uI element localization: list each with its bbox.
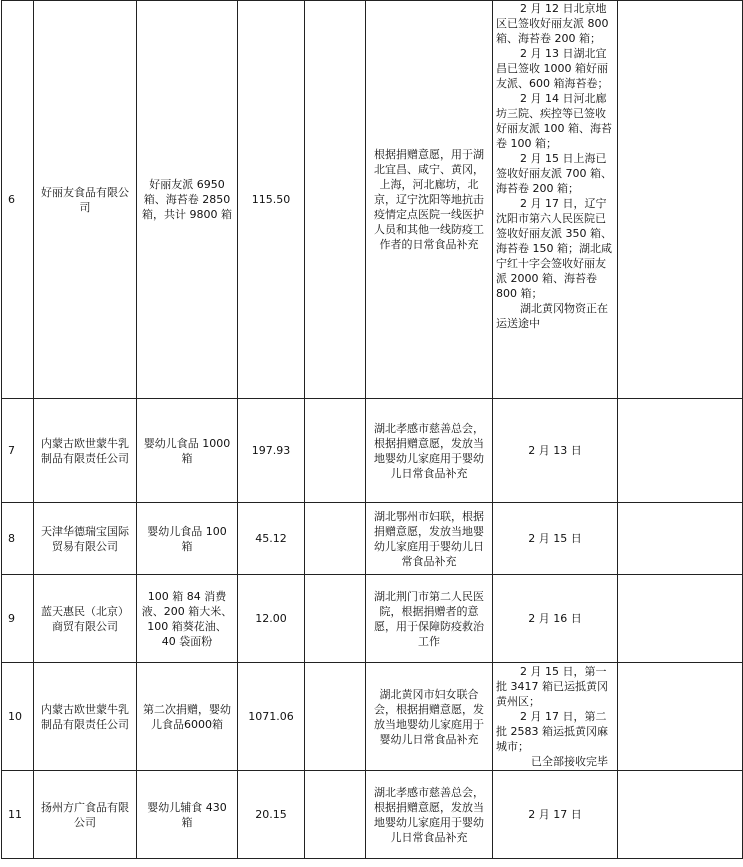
donated-items: 婴幼儿辅食 430 箱 bbox=[137, 771, 238, 859]
donor-name: 内蒙古欧世蒙牛乳制品有限责任公司 bbox=[34, 663, 137, 771]
delivery-status bbox=[493, 663, 618, 771]
donation-use: 湖北黄冈市妇女联合会，根据捐赠意愿，发放当地婴幼儿家庭用于婴幼儿日常食品补充 bbox=[366, 663, 493, 771]
empty-cell bbox=[618, 575, 743, 663]
status-line: 湖北黄冈物资正在运送途中 bbox=[496, 302, 608, 330]
row-number: 7 bbox=[2, 399, 34, 503]
status-line: 2 月 13 日 bbox=[528, 444, 582, 457]
empty-cell bbox=[618, 503, 743, 575]
table-row bbox=[2, 399, 743, 503]
status-line: 2 月 13 日湖北宜昌已签收 1000 箱好丽友派、600 箱海苔卷； bbox=[496, 47, 609, 90]
donated-items: 婴幼儿食品 100 箱 bbox=[137, 503, 238, 575]
donor-name: 蓝天惠民（北京）商贸有限公司 bbox=[34, 575, 137, 663]
donation-use: 湖北鄂州市妇联，根据捐赠意愿，发放当地婴幼儿家庭用于婴幼儿日常食品补充 bbox=[366, 503, 493, 575]
delivery-status bbox=[493, 771, 618, 859]
donated-items: 婴幼儿食品 1000 箱 bbox=[137, 399, 238, 503]
table-row bbox=[2, 503, 743, 575]
empty-cell bbox=[618, 663, 743, 771]
donation-use: 根据捐赠意愿，用于湖北宜昌、咸宁、黄冈，上海，河北廊坊，北京，辽宁沈阳等地抗击疫情定点医院一线医护人员和其他一线防疫工作者的日常食品补充 bbox=[366, 1, 493, 399]
status-line: 2 月 15 日 bbox=[528, 532, 582, 545]
table-row bbox=[2, 771, 743, 859]
status-line: 2 月 12 日北京地区已签收好丽友派 800 箱、海苔卷 200 箱； bbox=[496, 2, 609, 45]
empty-cell bbox=[305, 663, 366, 771]
donation-use: 湖北荆门市第二人民医院，根据捐赠者的意愿，用于保障防疫救治工作 bbox=[366, 575, 493, 663]
donated-items: 第二次捐赠，婴幼儿食品6000箱 bbox=[137, 663, 238, 771]
donation-amount: 1071.06 bbox=[238, 663, 305, 771]
donation-amount: 197.93 bbox=[238, 399, 305, 503]
donor-name: 扬州方广食品有限公司 bbox=[34, 771, 137, 859]
empty-cell bbox=[305, 1, 366, 399]
delivery-status bbox=[493, 503, 618, 575]
status-line: 2 月 15 日上海已签收好丽友派 700 箱、海苔卷 200 箱； bbox=[496, 152, 612, 195]
delivery-status bbox=[493, 575, 618, 663]
donated-items: 100 箱 84 消费液、200 箱大米、100 箱葵花油、40 袋面粉 bbox=[137, 575, 238, 663]
donation-use: 湖北孝感市慈善总会，根据捐赠意愿，发放当地婴幼儿家庭用于婴幼儿日常食品补充 bbox=[366, 399, 493, 503]
donation-amount: 20.15 bbox=[238, 771, 305, 859]
status-line: 2 月 14 日河北廊坊三院、疾控等已签收好丽友派 100 箱、海苔卷 100 箱； bbox=[496, 92, 612, 150]
table-row bbox=[2, 575, 743, 663]
row-number: 11 bbox=[2, 771, 34, 859]
status-line: 2 月 17 日，辽宁沈阳市第六人民医院已签收好丽友派 350 箱、海苔卷 150 箱；湖北咸宁红十字会签收好丽友派 2000 箱、海苔卷 800 箱； bbox=[496, 197, 612, 300]
status-line: 2 月 17 日，第二批 2583 箱运抵黄冈麻城市； bbox=[496, 710, 608, 753]
table-row bbox=[2, 1, 743, 399]
delivery-status bbox=[493, 1, 618, 399]
donation-table bbox=[1, 0, 743, 859]
donation-amount: 115.50 bbox=[238, 1, 305, 399]
status-line: 2 月 16 日 bbox=[528, 612, 582, 625]
delivery-status bbox=[493, 399, 618, 503]
status-line: 已全部接收完毕 bbox=[531, 755, 608, 768]
empty-cell bbox=[305, 771, 366, 859]
donor-name: 好丽友食品有限公司 bbox=[34, 1, 137, 399]
donor-name: 内蒙古欧世蒙牛乳制品有限责任公司 bbox=[34, 399, 137, 503]
empty-cell bbox=[305, 503, 366, 575]
row-number: 10 bbox=[2, 663, 34, 771]
empty-cell bbox=[618, 399, 743, 503]
donated-items: 好丽友派 6950 箱、海苔卷 2850 箱，共计 9800 箱 bbox=[137, 1, 238, 399]
table-row bbox=[2, 663, 743, 771]
donation-amount: 45.12 bbox=[238, 503, 305, 575]
empty-cell bbox=[618, 1, 743, 399]
row-number: 8 bbox=[2, 503, 34, 575]
donation-use: 湖北孝感市慈善总会，根据捐赠意愿，发放当地婴幼儿家庭用于婴幼儿日常食品补充 bbox=[366, 771, 493, 859]
row-number: 9 bbox=[2, 575, 34, 663]
donor-name: 天津华德瑞宝国际贸易有限公司 bbox=[34, 503, 137, 575]
donation-amount: 12.00 bbox=[238, 575, 305, 663]
empty-cell bbox=[305, 399, 366, 503]
empty-cell bbox=[618, 771, 743, 859]
empty-cell bbox=[305, 575, 366, 663]
status-line: 2 月 15 日，第一批 3417 箱已运抵黄冈黄州区； bbox=[496, 665, 608, 708]
status-line: 2 月 17 日 bbox=[528, 808, 582, 821]
row-number: 6 bbox=[2, 1, 34, 399]
